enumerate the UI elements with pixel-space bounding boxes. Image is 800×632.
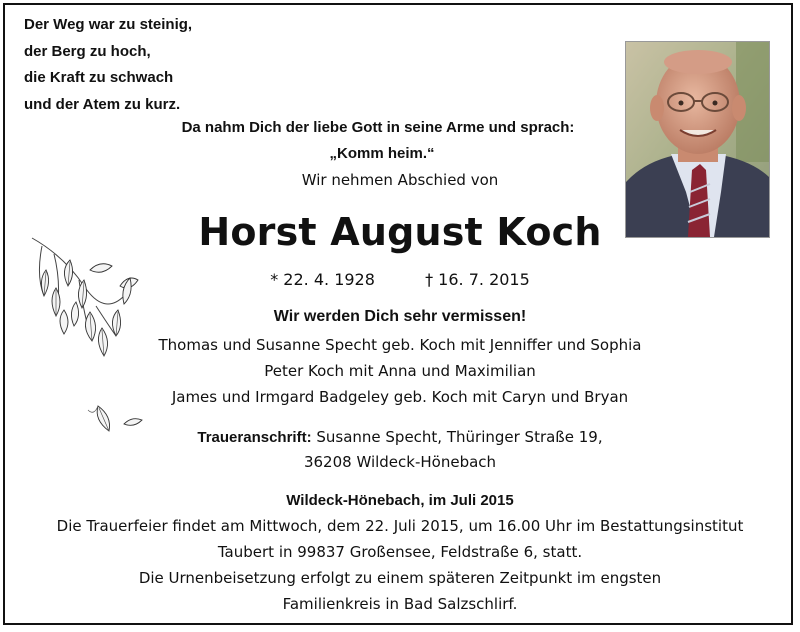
poem-line: Der Weg war zu steinig, (24, 16, 193, 33)
family-line: Thomas und Susanne Specht geb. Koch mit Jenniffer und Sophia (158, 336, 642, 354)
notes-line: Die Urnenbeisetzung erfolgt zu einem späteren Zeitpunkt im engsten (138, 569, 662, 587)
family-line: Peter Koch mit Anna und Maximilian (264, 362, 536, 380)
poem (24, 12, 192, 118)
deceased-name: Horst August Koch (198, 210, 602, 254)
birth-date: * 22. 4. 1928 (270, 270, 375, 289)
family-line: James und Irmgard Badgeley geb. Koch mit Caryn und Bryan (171, 388, 629, 406)
farewell-text: Wir nehmen Abschied von (301, 171, 499, 189)
miss-text: Wir werden Dich sehr vermissen! (273, 308, 527, 325)
notes-line: Taubert in 99837 Großensee, Feldstraße 6, statt. (217, 543, 583, 561)
portrait-photo (625, 41, 770, 238)
address-label: Traueranschrift: (197, 429, 312, 446)
poem-line: der Berg zu hoch, (24, 42, 151, 60)
leaf-branch-illustration (24, 216, 144, 456)
poem-line: und der Atem zu kurz. (24, 95, 181, 113)
address-street: Susanne Specht, Thüringer Straße 19, (316, 428, 603, 446)
address-line-2: 36208 Wildeck-Hönebach (303, 453, 497, 471)
quote-intro: Da nahm Dich der liebe Gott in seine Arme und sprach: (181, 119, 575, 136)
notes-line: Familienkreis in Bad Salzschlirf. (282, 595, 518, 613)
poem-line: die Kraft zu schwach (24, 69, 174, 86)
quote-words: „Komm heim.“ (329, 145, 435, 162)
notes-line: Die Trauerfeier findet am Mittwoch, dem 22. Juli 2015, um 16.00 Uhr im Bestattungsinstitut (56, 517, 744, 535)
place-date: Wildeck-Hönebach, im Juli 2015 (286, 492, 514, 509)
death-date: † 16. 7. 2015 (425, 270, 530, 289)
